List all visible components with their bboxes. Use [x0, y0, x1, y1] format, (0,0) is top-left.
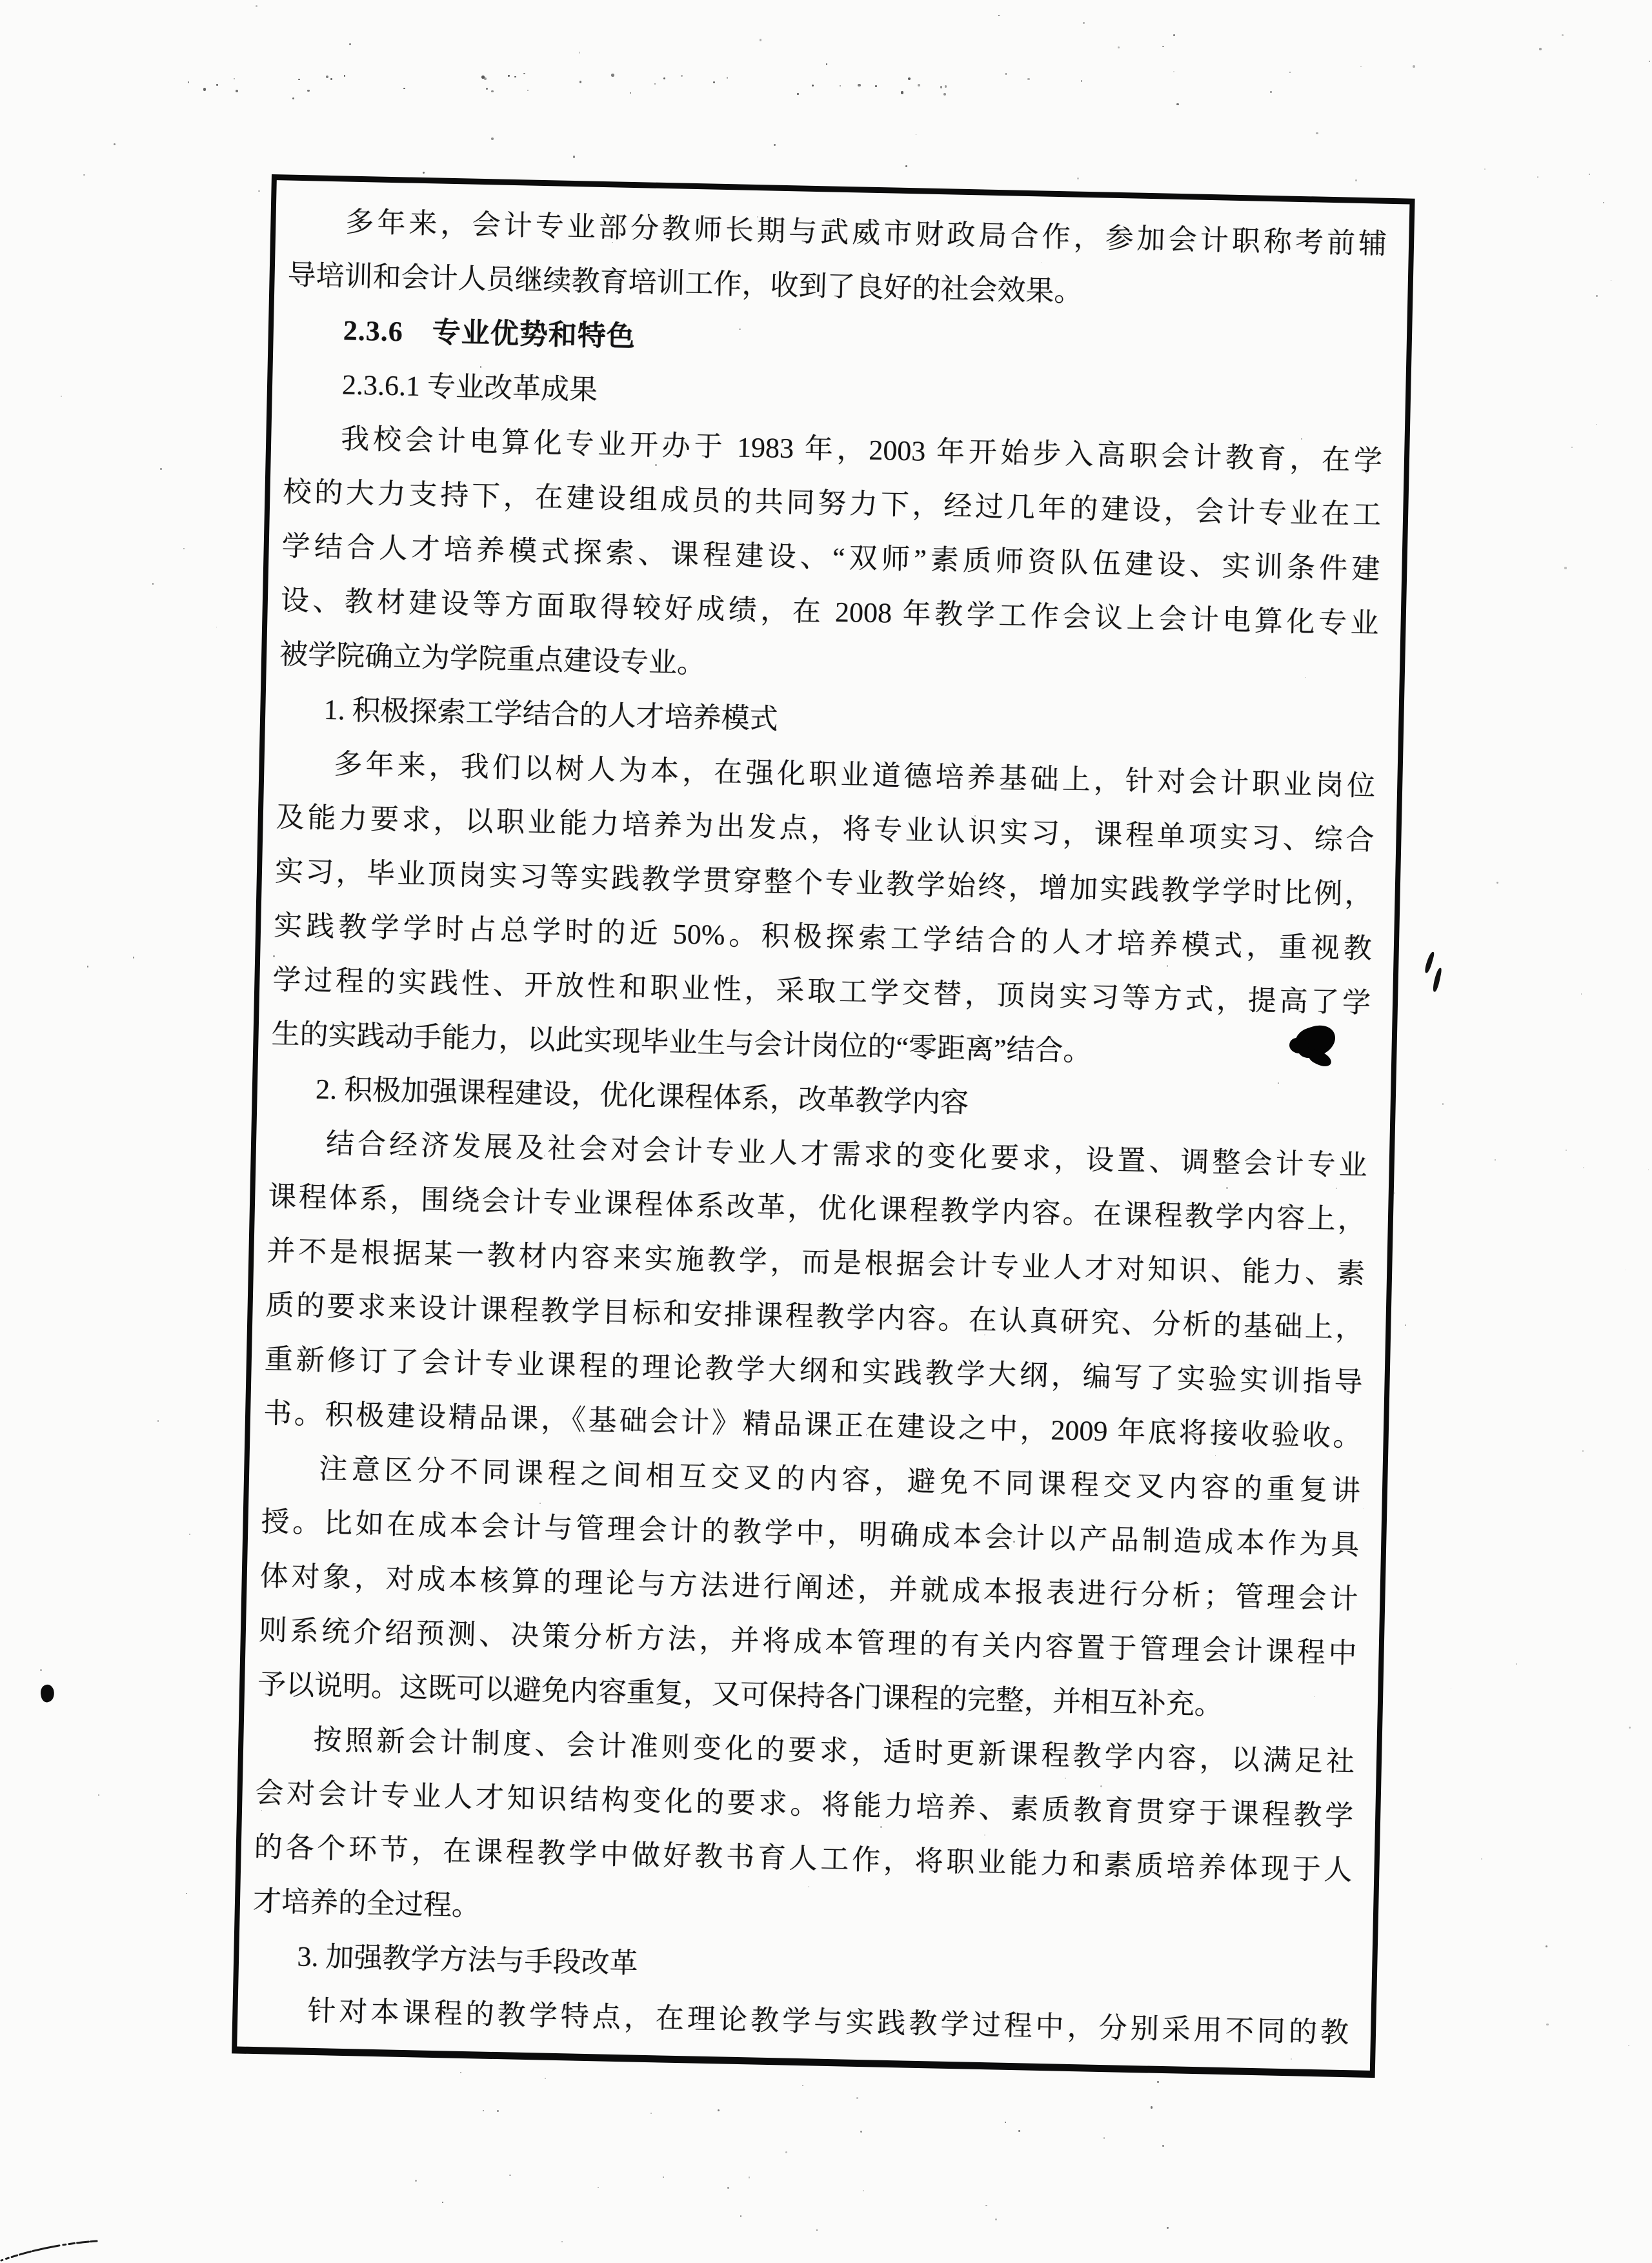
noise-speck: [292, 97, 294, 99]
noise-speck: [527, 90, 529, 91]
noise-speck: [514, 76, 516, 77]
noise-speck: [1562, 34, 1564, 36]
text-line: 多年来，会计专业部分教师长期与武威市财政局合作，参加会计职称考前辅: [345, 206, 1387, 260]
noise-speck: [598, 2187, 599, 2188]
noise-speck: [40, 1669, 42, 1671]
noise-speck: [1596, 424, 1597, 425]
noise-speck: [183, 548, 185, 549]
noise-speck: [858, 84, 860, 86]
text-line: 3. 加强教学方法与手段改革: [297, 1940, 639, 1980]
noise-speck: [87, 966, 89, 968]
noise-speck: [1596, 295, 1598, 297]
noise-speck: [1516, 1663, 1517, 1665]
noise-speck: [816, 2229, 818, 2231]
noise-speck: [1027, 78, 1029, 80]
text-line: 2. 积极加强课程建设，优化课程体系，改革教学内容: [315, 1073, 969, 1119]
text-line: 多年来，我们以树人为本，在强化职业道德培养基础上，针对会计职业岗位: [334, 748, 1376, 802]
text-line: 2.3.6 专业优势和特色: [343, 314, 636, 353]
noise-speck: [875, 85, 876, 86]
noise-speck: [663, 77, 665, 79]
noise-speck: [1005, 2122, 1006, 2123]
noise-speck: [840, 85, 841, 86]
noise-speck: [1413, 65, 1415, 68]
noise-speck: [1496, 882, 1498, 884]
noise-speck: [298, 79, 300, 81]
noise-speck: [579, 81, 582, 83]
text-line: 按照新会计制度、会计准则变化的要求，适时更新课程教学内容，以满足社: [312, 1723, 1355, 1778]
text-line: 实践教学学时占总学时的近 50%。积极探索工学结合的人才培养模式，重视教: [273, 909, 1373, 965]
noise-speck: [760, 39, 761, 41]
text-line: 实习，毕业顶岗实习等实践教学贯穿整个专业教学始终，增加实践教学学时比例，: [274, 855, 1374, 911]
noise-speck: [1081, 80, 1083, 82]
noise-speck: [654, 83, 656, 85]
text-line: 设、教材建设等方面取得较好成绩，在 2008 年教学工作会议上会计电算化专业: [280, 584, 1380, 640]
text-line: 导培训和会计人员继续教育培训工作，收到了良好的社会效果。: [287, 259, 1083, 308]
noise-speck: [1484, 168, 1486, 170]
noise-speck: [908, 77, 911, 80]
noise-speck: [1581, 993, 1582, 995]
noise-speck: [905, 165, 907, 167]
text-line: 授。比如在成本会计与管理会计的教学中，明确成本会计以产品制造成本作为具: [261, 1506, 1360, 1561]
noise-speck: [1571, 447, 1573, 448]
noise-speck: [727, 77, 728, 78]
text-line: 会对会计专业人才知识结构变化的要求。将能力培养、素质教育贯穿于课程教学: [255, 1777, 1354, 1832]
noise-speck: [579, 52, 580, 53]
noise-speck: [1173, 71, 1174, 72]
noise-speck: [497, 2110, 499, 2112]
noise-speck: [940, 86, 942, 88]
noise-speck: [727, 2187, 729, 2189]
noise-speck: [749, 2177, 750, 2178]
noise-speck: [802, 2085, 803, 2086]
noise-speck: [1270, 91, 1272, 93]
noise-speck: [236, 90, 238, 92]
noise-speck: [216, 84, 218, 86]
noise-speck: [985, 2205, 987, 2207]
noise-speck: [403, 88, 405, 89]
noise-speck: [423, 172, 424, 173]
noise-speck: [1539, 48, 1542, 50]
noise-speck: [1167, 2227, 1169, 2229]
text-line: 被学院确立为学院重点建设专业。: [279, 638, 706, 680]
text-line: 我校会计电算化专业开办于 1983 年，2003 年开始步入高职会计教育，在学: [340, 423, 1383, 477]
text-line: 校的大力支持下，在建设组成员的共同努力下，经过几年的建设，会计专业在工: [283, 476, 1382, 531]
noise-speck: [713, 81, 715, 83]
noise-speck: [486, 88, 488, 90]
noise-speck: [860, 2131, 862, 2133]
text-line: 生的实践动手能力，以此实现毕业生与会计岗位的“零距离”结合。: [271, 1018, 1092, 1068]
noise-speck: [1481, 1858, 1482, 1860]
noise-speck: [1103, 2137, 1105, 2139]
noise-speck: [1566, 1150, 1567, 1151]
noise-speck: [611, 74, 614, 76]
text-line: 才培养的全过程。: [252, 1885, 481, 1922]
text-line: 重新修订了会计专业课程的理论教学大纲和实践教学大纲，编写了实验实训指导: [264, 1343, 1364, 1399]
noise-speck: [1018, 2130, 1020, 2132]
noise-speck: [1157, 2081, 1159, 2083]
margin-dot-artifact: [39, 1683, 55, 1703]
noise-speck: [998, 15, 1000, 16]
ink-blot-artifact: [1289, 1024, 1341, 1069]
noise-speck: [995, 2218, 997, 2220]
noise-speck: [481, 76, 484, 78]
noise-speck: [1442, 1103, 1444, 1105]
noise-speck: [460, 2072, 461, 2073]
text-line: 1. 积极探索工学结合的人才培养模式: [323, 693, 779, 735]
noise-speck: [945, 85, 947, 88]
noise-speck: [1495, 1159, 1496, 1161]
noise-speck: [349, 43, 351, 45]
noise-speck: [484, 77, 487, 80]
noise-speck: [812, 85, 814, 86]
noise-speck: [256, 5, 258, 8]
noise-speck: [1162, 2145, 1164, 2147]
pen-stroke-artifact: [0, 2223, 129, 2263]
document-lines: [237, 180, 1409, 2071]
text-line: 及能力要求，以职业能力培养为出发点，将专业认识实习，课程单项实习、综合: [276, 801, 1375, 857]
noise-speck: [188, 81, 190, 83]
text-line: 2.3.6.1 专业改革成果: [341, 369, 598, 406]
noise-speck: [1582, 1450, 1584, 1452]
noise-speck: [1151, 2106, 1153, 2108]
noise-speck: [189, 1534, 190, 1535]
text-line: 体对象，对成本核算的理论与方法进行阐述，并就成本报表进行分析；管理会计: [259, 1560, 1358, 1616]
text-line: 书。积极建设精品课，《基础会计》精品课正在建设之中，2009 年底将接收验收。: [263, 1397, 1362, 1453]
noise-speck: [1118, 46, 1120, 48]
noise-speck: [203, 88, 206, 90]
noise-speck: [1394, 1192, 1395, 1193]
noise-speck: [491, 90, 494, 93]
noise-speck: [307, 90, 310, 92]
noise-speck: [718, 2109, 720, 2111]
noise-speck: [491, 137, 494, 140]
noise-speck: [1564, 567, 1566, 569]
noise-speck: [234, 78, 235, 79]
noise-speck: [901, 91, 903, 94]
noise-speck: [1405, 1324, 1406, 1326]
noise-speck: [83, 174, 85, 176]
noise-speck: [663, 2177, 664, 2178]
text-line: 的各个环节，在课程教学中做好教书育人工作，将职业能力和素质培养体现于人: [254, 1831, 1353, 1887]
noise-speck: [160, 468, 162, 470]
text-line: 注意区分不同课程之间相互交叉的内容，避免不同课程交叉内容的重复讲: [318, 1453, 1361, 1507]
noise-speck: [943, 93, 946, 96]
noise-speck: [650, 2113, 652, 2114]
noise-speck: [1355, 179, 1356, 181]
noise-speck: [523, 73, 525, 75]
noise-speck: [1083, 22, 1085, 25]
noise-speck: [483, 2110, 484, 2111]
noise-speck: [740, 2215, 742, 2217]
noise-speck: [509, 2175, 510, 2176]
text-line: 予以说明。这既可以避免内容重复，又可保持各门课程的完整，并相互补充。: [257, 1669, 1224, 1721]
noise-speck: [785, 2151, 787, 2153]
noise-speck: [152, 583, 154, 584]
noise-speck: [1603, 202, 1605, 204]
document-cell-frame: [232, 174, 1415, 2078]
noise-speck: [1649, 61, 1650, 62]
noise-speck: [630, 92, 631, 94]
noise-speck: [1537, 176, 1539, 178]
noise-speck: [330, 78, 332, 79]
noise-speck: [1611, 280, 1612, 281]
text-line: 则系统介绍预测、决策分析方法，并将成本管理的有关内容置于管理会计课程中: [258, 1614, 1358, 1670]
noise-speck: [114, 143, 116, 145]
noise-speck: [1005, 73, 1007, 75]
noise-speck: [863, 2190, 864, 2191]
noise-speck: [1077, 178, 1079, 179]
text-line: 结合经济发展及社会对会计专业人才需求的变化要求，设置、调整会计专业: [325, 1128, 1368, 1182]
noise-speck: [326, 76, 328, 78]
noise-speck: [258, 190, 259, 192]
noise-speck: [918, 84, 920, 86]
noise-speck: [133, 957, 134, 958]
noise-speck: [1629, 1727, 1630, 1728]
noise-speck: [1176, 103, 1179, 106]
text-line: 并不是根据某一教材内容来实施教学，而是根据会计专业人才对知识、能力、素: [266, 1235, 1365, 1290]
noise-speck: [1583, 1167, 1584, 1168]
text-line: 学过程的实践性、开放性和职业性，采取工学交替，顶岗实习等方式，提高了学: [272, 964, 1371, 1019]
text-line: 学结合人才培养模式探索、课程建设、“双师”素质师资队伍建设、实训条件建: [281, 530, 1380, 585]
text-line: 质的要求来设计课程教学目标和安排课程教学内容。在认真研究、分析的基础上，: [265, 1289, 1364, 1345]
noise-speck: [1546, 1945, 1547, 1947]
pen-tick-artifact: [1424, 951, 1435, 974]
noise-speck: [1628, 2045, 1629, 2046]
noise-speck: [1589, 174, 1590, 175]
noise-speck: [1162, 46, 1164, 48]
noise-speck: [545, 2078, 546, 2079]
noise-speck: [1289, 72, 1291, 73]
noise-speck: [856, 2097, 858, 2099]
noise-speck: [508, 75, 509, 76]
noise-speck: [61, 396, 62, 397]
noise-speck: [442, 2202, 443, 2203]
noise-speck: [826, 63, 828, 65]
noise-speck: [774, 144, 776, 146]
noise-speck: [916, 134, 917, 136]
noise-speck: [573, 156, 576, 158]
pen-tick-artifact: [1432, 968, 1442, 993]
noise-speck: [561, 2241, 563, 2242]
noise-speck: [344, 75, 346, 77]
text-line: 课程体系，围绕会计专业课程体系改革，优化课程教学内容。在课程教学内容上，: [267, 1181, 1367, 1236]
noise-speck: [98, 1794, 99, 1796]
noise-speck: [1360, 66, 1362, 67]
noise-speck: [157, 1420, 159, 1422]
noise-speck: [186, 1893, 187, 1894]
noise-speck: [681, 75, 683, 77]
noise-speck: [1316, 132, 1318, 135]
noise-speck: [1546, 2024, 1548, 2025]
noise-speck: [1173, 34, 1175, 36]
noise-speck: [415, 2180, 417, 2182]
text-line: 针对本课程的教学特点，在理论教学与实践教学过程中，分别采用不同的教: [307, 1994, 1349, 2049]
noise-speck: [797, 93, 799, 95]
